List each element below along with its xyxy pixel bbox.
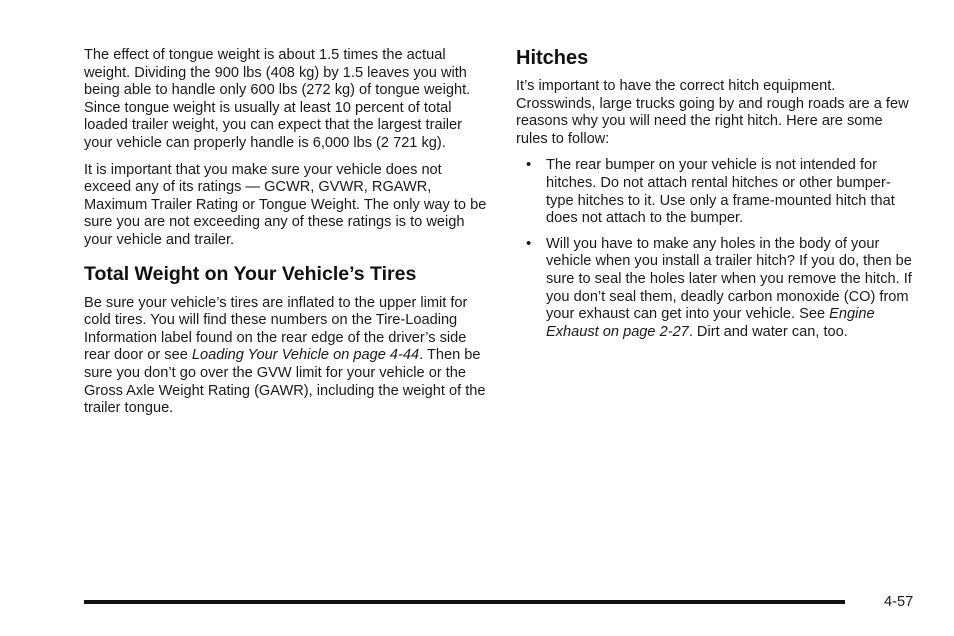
page-number: 4-57 (884, 594, 914, 610)
right-column (516, 47, 918, 349)
bullet-icon: • (526, 234, 532, 252)
list-item (516, 157, 918, 227)
bullet-icon: • (526, 156, 532, 174)
tongue-weight-paragraph: The effect of tongue weight is about 1.5 times the actual weight. Dividing the 900 lbs (408 kg) by 1.5 leaves you with being able to handle only 600 lbs (272 kg) of tongue weight. Since tongue weight is usually at least 10 percent of total loaded trailer weight, you can expect that the largest trailer your vehicle can properly handle is 6,000 lbs (2 721 kg). (84, 47, 471, 151)
bullet-text: The rear bumper on your vehicle is not intended for hitches. Do not attach rental hitches or other bumper-type hitches to it. Use only a frame-mounted hitch that does not attach to the bumper. (546, 157, 895, 227)
footer-divider (84, 600, 845, 604)
left-column (84, 47, 488, 427)
tire-weight-paragraph (84, 295, 488, 418)
engine-exhaust-reference[interactable]: Engine Exhaust on page 2-27 (546, 306, 875, 340)
list-item (516, 236, 918, 342)
tire-weight-text-start: Be sure your vehicle’s tires are inflated to the upper limit for cold tires. You will find these numbers on the Tire-Loading Information label found on the rear edge of the driver’s side rear door or see (84, 294, 468, 364)
bullet2-text-end: . Dirt and water can, too. (688, 323, 848, 340)
hitches-intro-paragraph: It’s important to have the correct hitch equipment. Crosswinds, large trucks going by and rough roads are a few reasons why you will need the right hitch. Here are some rules to follow: (516, 78, 909, 147)
bullet-text (546, 236, 918, 342)
section-heading-hitches: Hitches (516, 47, 589, 69)
section-heading-total-weight: Total Weight on Your Vehicle’s Tires (84, 262, 417, 285)
hitch-rules-list (516, 157, 918, 341)
ratings-paragraph: It is important that you make sure your vehicle does not exceed any of its ratings — GCWR, GVWR, RGAWR, Maximum Trailer Rating or Tongue Weight. The only way to be sure you are not exceeding any of these ratings is to weigh your vehicle and trailer. (84, 161, 487, 248)
tire-weight-text-end: . Then be sure you don’t go over the GVW limit for your vehicle or the Gross Axle Weight Rating (GAWR), including the weight of the trailer tongue. (84, 347, 486, 417)
loading-your-vehicle-reference[interactable]: Loading Your Vehicle on page 4-44 (191, 347, 420, 364)
bullet2-text-start: Will you have to make any holes in the body of your vehicle when you install a trailer hitch? If you do, then be sure to seal the holes later when you remove the hitch. If you don’t seal them, deadly carbon monoxide (CO) from your exhaust can get into your vehicle. See (546, 235, 912, 323)
